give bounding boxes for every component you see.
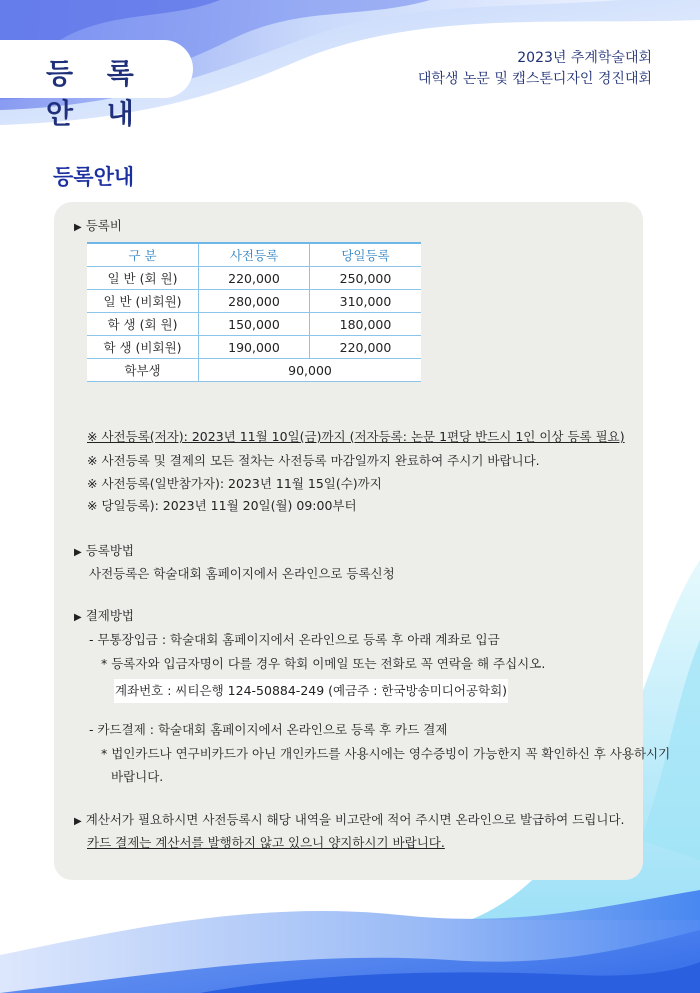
method-heading [74, 541, 134, 559]
table-row [87, 267, 421, 290]
fee-col-category: 구 분 [87, 243, 199, 267]
triangle-icon: ▶ [74, 222, 82, 233]
fee-note-1: ※ 사전등록(저자): 2023년 11월 10일(금)까지 (저자등록: 논문 1편당 반드시 1인 이상 등록 필요) [87, 429, 625, 444]
header-badge [0, 40, 193, 130]
fee-onsite: 310,000 [310, 290, 422, 313]
fee-onsite: 180,000 [310, 313, 422, 336]
table-row-undergrad [87, 359, 421, 382]
table-row [87, 290, 421, 313]
fee-pre: 190,000 [199, 336, 310, 359]
fee-category: 학부생 [87, 359, 199, 382]
fee-col-pre: 사전등록 [199, 243, 310, 267]
fee-category: 일 반 (회 원) [87, 267, 199, 290]
fee-note-3: ※ 사전등록(일반참가자): 2023년 11월 15일(수)까지 [87, 476, 382, 491]
fee-table [87, 242, 421, 382]
payment-heading [74, 606, 134, 624]
fee-note-2: ※ 사전등록 및 결제의 모든 절차는 사전등록 마감일까지 완료하여 주시기 바랍니다. [87, 453, 540, 468]
fee-heading [74, 216, 122, 234]
fee-table-header [87, 243, 421, 267]
triangle-icon: ▶ [74, 612, 82, 623]
triangle-icon: ▶ [74, 816, 82, 827]
fee-note-4: ※ 당일등록): 2023년 11월 20일(월) 09:00부터 [87, 498, 357, 513]
fee-category: 일 반 (비회원) [87, 290, 199, 313]
invoice-line1 [74, 810, 625, 828]
method-text: 사전등록은 학술대회 홈페이지에서 온라인으로 등록신청 [89, 566, 395, 581]
fee-col-onsite: 당일등록 [310, 243, 422, 267]
payment-transfer: - 무통장입금 : 학술대회 홈페이지에서 온라인으로 등록 후 아래 계좌로 입금 [89, 632, 500, 647]
fee-pre: 280,000 [199, 290, 310, 313]
event-title-line2: 대학생 논문 및 캡스톤디자인 경진대회 [417, 71, 652, 87]
payment-card: - 카드결제 : 학술대회 홈페이지에서 온라인으로 등록 후 카드 결제 [89, 722, 448, 737]
table-row [87, 313, 421, 336]
payment-transfer-note: * 등록자와 입금자명이 다를 경우 학회 이메일 또는 전화로 꼭 연락을 해 주십시오. [101, 656, 546, 671]
fee-onsite: 250,000 [310, 267, 422, 290]
fee-category: 학 생 (비회원) [87, 336, 199, 359]
method-heading-label: 등록방법 [85, 543, 135, 558]
fee-undergrad-value: 90,000 [199, 359, 422, 382]
section-title: 등록안내 [53, 165, 135, 189]
fee-onsite: 220,000 [310, 336, 422, 359]
triangle-icon: ▶ [74, 547, 82, 558]
payment-card-note-cont: 바랍니다. [111, 769, 164, 784]
payment-card-note: * 법인카드나 연구비카드가 아닌 개인카드를 사용시에는 영수증빙이 가능한지 꼭 확인하신 후 사용하시기 [101, 746, 671, 761]
fee-category: 학 생 (회 원) [87, 313, 199, 336]
event-title [418, 48, 652, 90]
invoice-line1-text: 계산서가 필요하시면 사전등록시 해당 내역을 비고란에 적어 주시면 온라인으로 발급하여 드립니다. [85, 812, 625, 827]
header-badge-text: 등 록 안 내 [46, 57, 146, 130]
fee-pre: 150,000 [199, 313, 310, 336]
invoice-line2: 카드 결제는 계산서를 발행하지 않고 있으니 양지하시기 바랍니다. [87, 835, 445, 850]
bank-account-box: 계좌번호 : 씨티은행 124-50884-249 (예금주 : 한국방송미디어공학회) [114, 679, 508, 703]
fee-heading-label: 등록비 [85, 218, 122, 233]
content-card [54, 202, 671, 880]
table-row [87, 336, 421, 359]
fee-pre: 220,000 [199, 267, 310, 290]
event-title-line1: 2023년 추계학술대회 [517, 50, 652, 66]
payment-heading-label: 결제방법 [85, 608, 135, 623]
